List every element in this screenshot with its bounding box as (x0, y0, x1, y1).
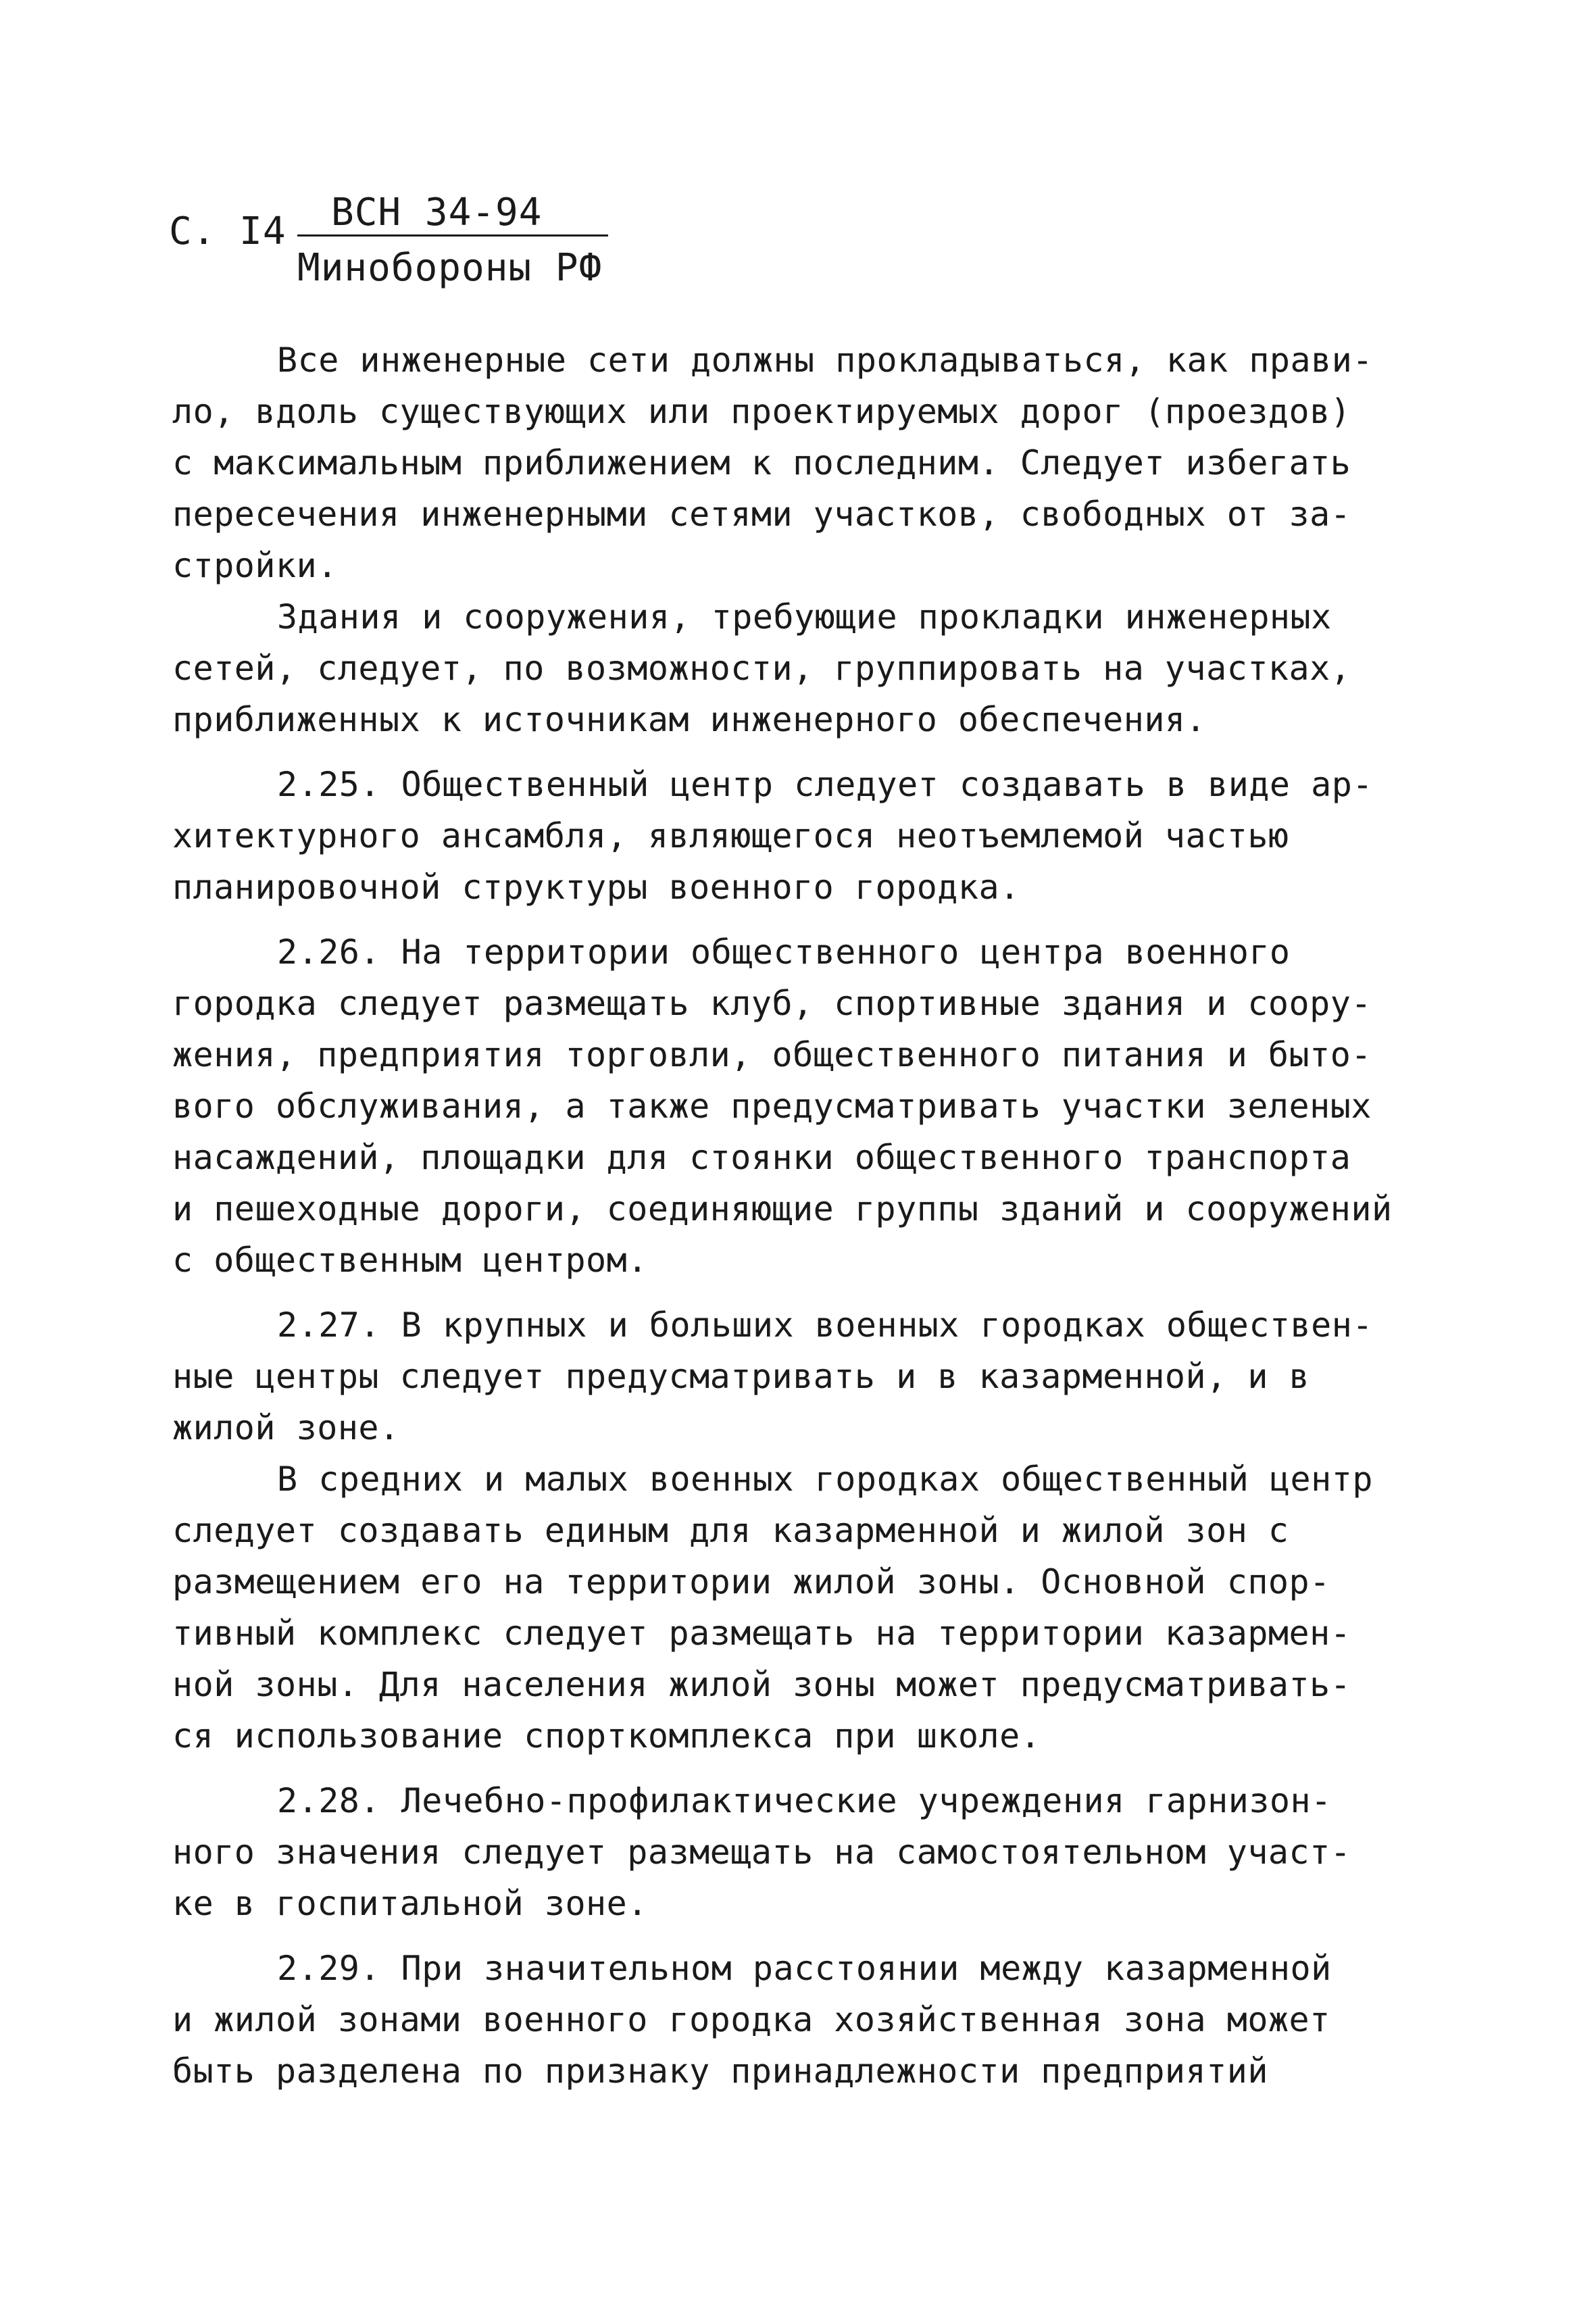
text-line: с общественным центром. (172, 1241, 648, 1280)
text-line: 2.26. На территории общественного центра военного (277, 932, 1291, 972)
text-line: тивный комплекс следует размещать на территории казармен- (172, 1614, 1351, 1653)
text-line: вого обслуживания, а также предусматривать участки зеленых (172, 1087, 1372, 1126)
ministry-name: Минобороны РФ (297, 246, 603, 290)
text-line: ного значения следует размещать на самостоятельном участ- (172, 1833, 1351, 1872)
paragraph-2-25 (172, 759, 1429, 913)
text-line: быть разделена по признаку принадлежности предприятий (172, 2051, 1268, 2091)
text-line: приближенных к источникам инженерного обеспечения. (172, 700, 1207, 739)
text-line: с максимальным приближением к последним. Следует избегать (172, 443, 1351, 482)
text-line: 2.29. При значительном расстоянии между казарменной (277, 1949, 1332, 1988)
text-line: размещением его на территории жилой зоны. Основной спор- (172, 1562, 1330, 1601)
text-line: планировочной структуры военного городка. (172, 868, 1020, 907)
text-line: ные центры следует предусматривать и в казарменной, и в (172, 1357, 1310, 1396)
text-line: следует создавать единым для казарменной и жилой зон с (172, 1511, 1289, 1550)
paragraph (172, 1453, 1429, 1762)
paragraph-2-28 (172, 1775, 1429, 1929)
text-line: Здания и сооружения, требующие прокладки инженерных (277, 597, 1332, 637)
text-line: пересечения инженерными сетями участков, свободных от за- (172, 495, 1351, 534)
text-line: 2.27. В крупных и больших военных городках обществен- (277, 1305, 1373, 1345)
text-line: городка следует размещать клуб, спортивные здания и соору- (172, 984, 1372, 1023)
text-line: хитектурного ансамбля, являющегося неотъемлемой частью (172, 816, 1289, 855)
paragraph-2-26 (172, 926, 1429, 1286)
document-code: ВСН 34-94 (331, 191, 543, 234)
text-line: стройки. (172, 546, 338, 585)
text-line: ся использование спорткомплекса при школе. (172, 1716, 1041, 1756)
body-text (172, 334, 1429, 2097)
text-line: ло, вдоль существующих или проектируемых дорог (проездов) (172, 392, 1351, 431)
text-line: 2.25. Общественный центр следует создавать в виде ар- (277, 765, 1373, 804)
text-line: жения, предприятия торговли, общественного питания и быто- (172, 1035, 1372, 1074)
text-line: сетей, следует, по возможности, группировать на участках, (172, 649, 1351, 688)
paragraph-2-27 (172, 1299, 1429, 1453)
paragraph (172, 591, 1429, 745)
text-line: 2.28. Лечебно-профилактические учреждения гарнизон- (277, 1781, 1332, 1820)
page-number: С. I4 (169, 209, 286, 253)
text-line: ке в госпитальной зоне. (172, 1884, 648, 1923)
text-line: и жилой зонами военного городка хозяйственная зона может (172, 2000, 1330, 2039)
paragraph-2-29 (172, 1943, 1429, 2097)
text-line: жилой зоне. (172, 1408, 400, 1447)
paragraph (172, 334, 1429, 591)
text-line: В средних и малых военных городках общественный центр (277, 1460, 1373, 1499)
text-line: Все инженерные сети должны прокладываться, как прави- (277, 341, 1373, 380)
header-rule (297, 234, 608, 237)
text-line: и пешеходные дороги, соединяющие группы зданий и сооружений (172, 1189, 1393, 1228)
text-line: ной зоны. Для населения жилой зоны может предусматривать- (172, 1665, 1351, 1704)
text-line: насаждений, площадки для стоянки общественного транспорта (172, 1138, 1351, 1177)
